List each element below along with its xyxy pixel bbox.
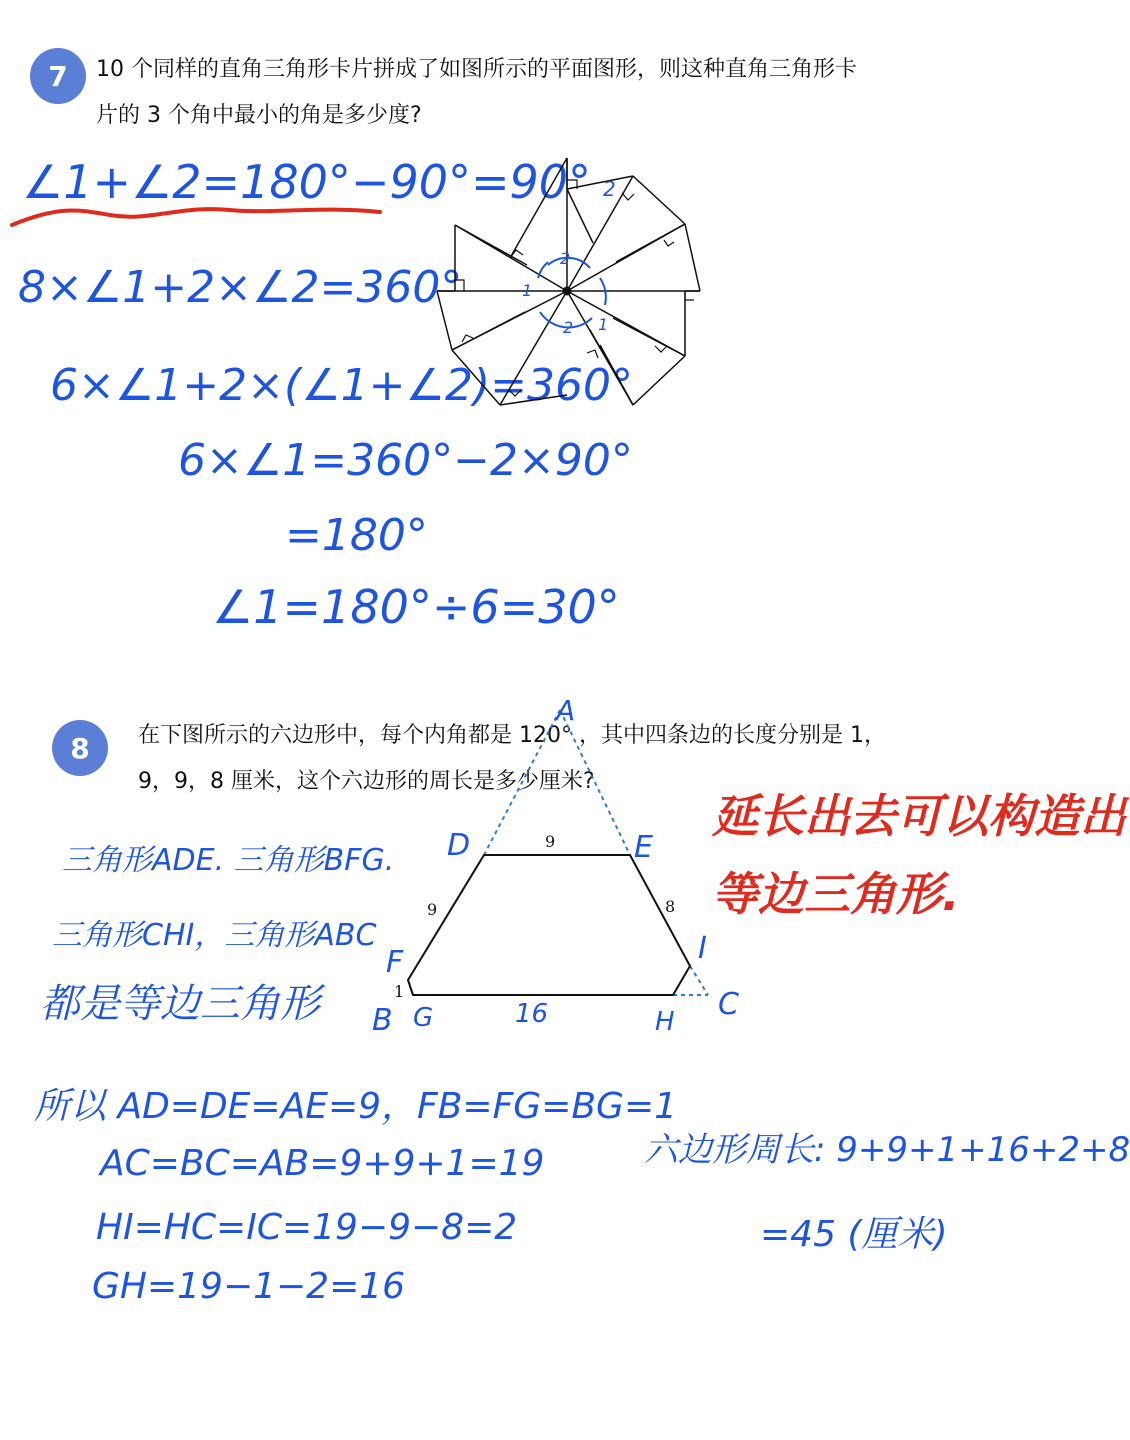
question-8-text-line1: 在下图所示的六边形中，每个内角都是 120° ，其中四条边的长度分别是 1， — [138, 723, 886, 748]
question-7-text-line2: 片的 3 个角中最小的角是多少度? — [96, 103, 422, 128]
question-8-text-line2: 9，9，8 厘米，这个六边形的周长是多少厘米? — [138, 769, 595, 794]
vertex-B: B — [372, 1003, 393, 1038]
q7-work-line3: 6×∠1+2×(∠1+∠2)=360° — [50, 360, 633, 411]
q7-work-line2: 8×∠1+2×∠2=360° — [18, 262, 463, 313]
vertex-E: E — [634, 830, 653, 865]
q7-work-line1: ∠1+∠2=180°−90°=90° — [22, 155, 592, 209]
question-7-badge: 7 — [30, 48, 86, 104]
vertex-D: D — [447, 828, 471, 863]
hex-side-top: 9 — [545, 832, 556, 851]
q7-angle-label-1a: 1 — [598, 315, 609, 334]
q7-work-line4: 6×∠1=360°−2×90° — [178, 435, 633, 486]
hex-side-bottom: 16 — [515, 999, 549, 1029]
q7-angle-label-2a: 2 — [560, 249, 571, 268]
q7-angle-label-2c: 2 — [603, 177, 616, 201]
q7-angle-label-2b: 2 — [563, 318, 574, 337]
question-8-badge: 8 — [52, 720, 108, 776]
q8-left-note-line2: 三角形CHI，三角形ABC — [52, 918, 377, 953]
vertex-G: G — [413, 1003, 434, 1033]
hex-side-left: 9 — [427, 900, 438, 919]
vertex-H: H — [655, 1007, 675, 1037]
hex-side-small: 1 — [394, 982, 405, 1001]
q8-work-line1: 所以 AD=DE=AE=9，FB=FG=BG=1 — [34, 1086, 678, 1127]
vertex-C: C — [718, 987, 739, 1022]
vertex-F: F — [386, 945, 404, 980]
q8-left-note-line3: 都是等边三角形 — [40, 981, 320, 1027]
q8-red-note-line1: 延长出去可以构造出 — [712, 789, 1126, 843]
q7-work-line6: ∠1=180°÷6=30° — [212, 580, 620, 634]
q8-perimeter-line1: 六边形周长: 9+9+1+16+2+8 — [644, 1130, 1130, 1170]
vertex-I: I — [698, 931, 707, 966]
q8-red-note-line2: 等边三角形. — [712, 867, 960, 921]
q7-angle-label-1b: 1 — [522, 281, 533, 300]
hex-side-right: 8 — [665, 897, 676, 916]
q8-left-note-line1: 三角形ADE. 三角形BFG. — [62, 843, 395, 878]
q8-perimeter-line2: =45 (厘米) — [760, 1214, 948, 1255]
vertex-A: A — [556, 694, 576, 727]
question-7-text-line1: 10 个同样的直角三角形卡片拼成了如图所示的平面图形，则这种直角三角形卡 — [96, 57, 857, 82]
q8-work-line3: HI=HC=IC=19−9−8=2 — [96, 1207, 518, 1248]
q8-work-line2: AC=BC=AB=9+9+1=19 — [100, 1143, 545, 1184]
q7-work-line5: =180° — [285, 510, 428, 561]
q8-work-line4: GH=19−1−2=16 — [92, 1266, 406, 1307]
